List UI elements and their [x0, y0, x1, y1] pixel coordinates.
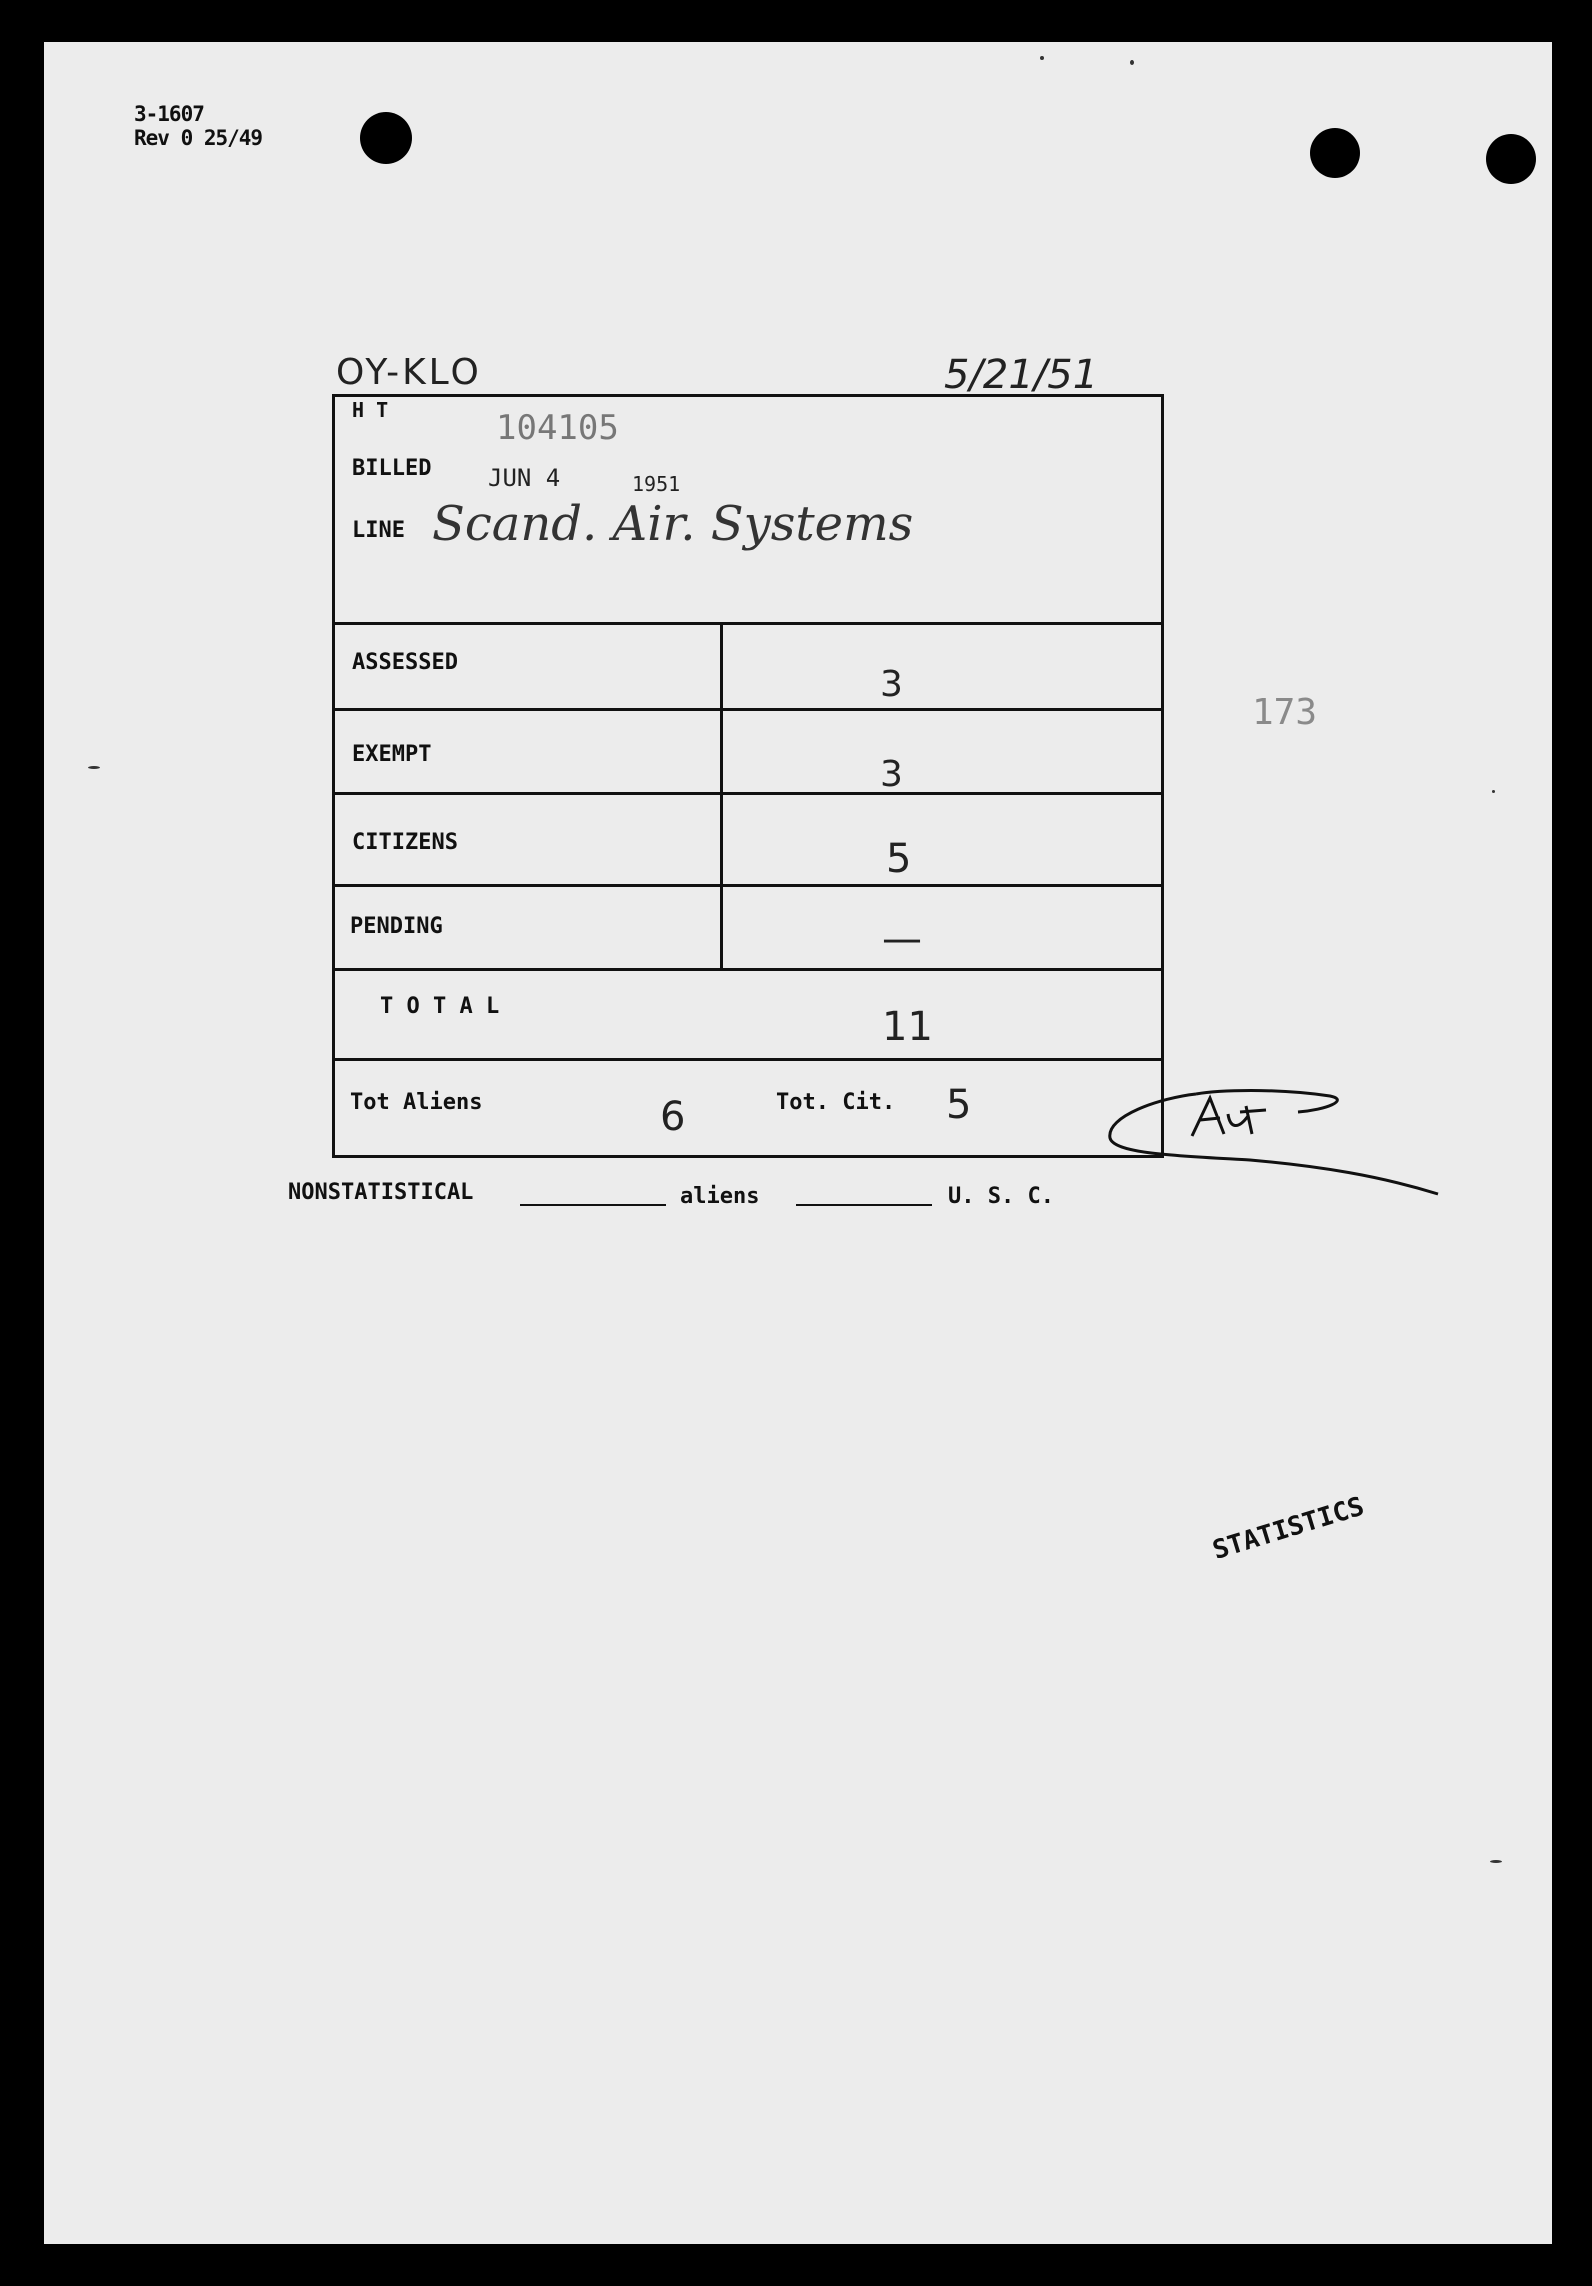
row-divider [332, 968, 1164, 971]
punch-hole-left [360, 112, 412, 164]
assessed-label: ASSESSED [352, 650, 458, 675]
citizens-label: CITIZENS [352, 830, 458, 855]
nonstatistical-label: NONSTATISTICAL [288, 1180, 474, 1205]
pending-label: PENDING [350, 914, 443, 939]
form-number-line2: Rev 0 25/49 [134, 126, 263, 150]
tot-cit-value: 5 [946, 1082, 972, 1128]
line-value: Scand. Air. Systems [432, 496, 914, 552]
nonstatistical-blank [520, 1204, 666, 1206]
speck [88, 766, 100, 769]
speck [1492, 790, 1495, 793]
statistics-stamp: STATISTICS [1209, 1491, 1368, 1566]
flight-code: OY-KLO [336, 352, 482, 393]
handwritten-date: 5/21/51 [944, 352, 1099, 398]
row-divider [332, 792, 1164, 795]
usc-label: U. S. C. [948, 1184, 1054, 1209]
total-value: 11 [882, 1004, 933, 1050]
tot-aliens-value: 6 [660, 1094, 686, 1140]
line-label: LINE [352, 518, 405, 543]
nonstatistical-aliens-label: aliens [680, 1184, 760, 1209]
pending-value: — [882, 916, 922, 962]
speck [1040, 56, 1044, 60]
assessed-value: 3 [880, 664, 903, 705]
speck [1490, 1860, 1502, 1863]
citizens-value: 5 [886, 836, 912, 882]
tot-cit-label: Tot. Cit. [776, 1090, 896, 1115]
initials-signature [1100, 1076, 1500, 1196]
column-divider [720, 622, 723, 968]
row-divider [332, 622, 1164, 625]
tot-aliens-label: Tot Aliens [350, 1090, 483, 1115]
aliens-blank [796, 1204, 932, 1206]
billed-date: JUN 4 [488, 464, 561, 492]
form-number-line1: 3-1607 [134, 102, 204, 126]
ht-label: H T [352, 398, 389, 422]
total-label: T O T A L [380, 994, 500, 1019]
punch-hole-right-1 [1310, 128, 1360, 178]
billed-year: 1951 [632, 472, 681, 496]
row-divider [332, 708, 1164, 711]
form-number [134, 102, 262, 150]
punch-hole-right-2 [1486, 134, 1536, 184]
ht-number: 104105 [496, 408, 619, 448]
row-divider [332, 884, 1164, 887]
side-number: 173 [1252, 692, 1318, 733]
exempt-value: 3 [880, 754, 903, 795]
speck [1130, 60, 1134, 65]
exempt-label: EXEMPT [352, 742, 432, 767]
row-divider [332, 1058, 1164, 1061]
billed-label: BILLED [352, 456, 432, 481]
